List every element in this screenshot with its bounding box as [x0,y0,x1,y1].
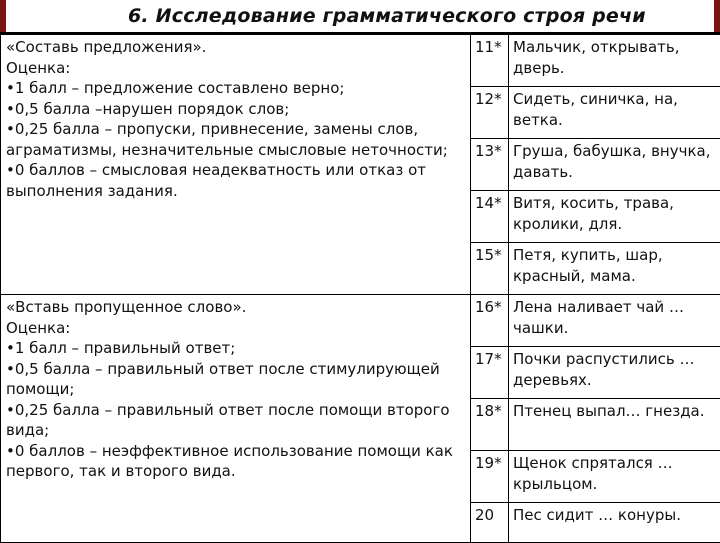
item-number: 17* [471,347,509,399]
section1-criterion: • 0,5 балла –нарушен порядок слов; [6,99,466,120]
section1-criterion: • 0,25 балла – пропуски, привнесение, замены слов, аграматизмы, незначительные смысловые неточности; [6,119,466,160]
section1-description [1,35,471,295]
title-decoration-right [714,0,720,32]
section2-criterion: • 0 баллов – неэффективное использование помощи как первого, так и второго вида. [6,441,466,482]
table-row [1,295,720,347]
item-number: 12* [471,87,509,139]
bullet-icon [6,339,15,357]
section2-score-label: Оценка: [6,318,466,339]
item-text: Лена наливает чай … чашки. [509,295,720,347]
item-text: Витя, косить, трава, кролики, для. [509,191,720,243]
item-text: Пес сидит … конуры. [509,503,720,543]
bullet-icon [6,401,15,419]
item-text: Щенок спрятался … крыльцом. [509,451,720,503]
item-text: Петя, купить, шар, красный, мама. [509,243,720,295]
item-number: 19* [471,451,509,503]
item-number: 18* [471,399,509,451]
bullet-icon [6,161,15,179]
page-title: 6. Исследование грамматического строя речи [128,5,646,27]
item-number: 20 [471,503,509,543]
item-text: Сидеть, синичка, на, ветка. [509,87,720,139]
bullet-icon [6,120,15,138]
title-bar [0,0,720,34]
bullet-icon [6,79,15,97]
item-text: Птенец выпал… гнезда. [509,399,720,451]
item-number: 13* [471,139,509,191]
section1-criterion: • 0 баллов – смысловая неадекватность или отказ от выполнения задания. [6,160,466,201]
item-text: Мальчик, открывать, дверь. [509,35,720,87]
item-number: 16* [471,295,509,347]
table-row [1,35,720,87]
section2-description [1,295,471,543]
section2-heading: «Вставь пропущенное слово». [6,297,466,318]
item-number: 15* [471,243,509,295]
assessment-table [0,34,720,543]
item-text: Почки распустились … деревьях. [509,347,720,399]
bullet-icon [6,442,15,460]
item-text: Груша, бабушка, внучка, давать. [509,139,720,191]
section1-criterion: • 1 балл – предложение составлено верно; [6,78,466,99]
section1-heading: «Составь предложения». [6,37,466,58]
title-decoration-left [0,0,6,32]
item-number: 11* [471,35,509,87]
item-number: 14* [471,191,509,243]
bullet-icon [6,360,15,378]
section2-criterion: • 0,5 балла – правильный ответ после стимулирующей помощи; [6,359,466,400]
section1-score-label: Оценка: [6,58,466,79]
section2-criterion: • 0,25 балла – правильный ответ после помощи второго вида; [6,400,466,441]
bullet-icon [6,100,15,118]
section2-criterion: • 1 балл – правильный ответ; [6,338,466,359]
